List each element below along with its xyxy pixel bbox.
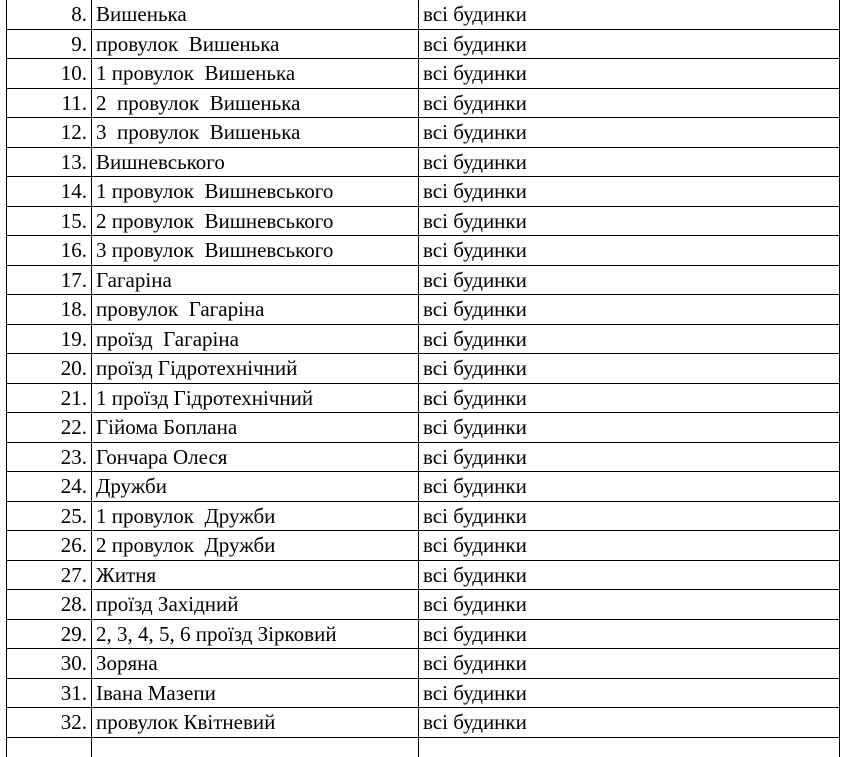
row-number-cell: 14. — [7, 177, 92, 207]
street-name-cell: 2, 3, 4, 5, 6 проїзд Зірковий — [92, 619, 419, 649]
street-name-cell: Житня — [92, 560, 419, 590]
street-name-cell: Гійома Боплана — [92, 413, 419, 443]
table-row — [7, 383, 840, 413]
row-number-cell: 23. — [7, 442, 92, 472]
row-number-cell: 16. — [7, 236, 92, 266]
row-number-cell: 15. — [7, 206, 92, 236]
table-row — [7, 29, 840, 59]
row-number-cell: 9. — [7, 29, 92, 59]
houses-cell: всі будинки — [419, 472, 840, 502]
houses-cell: всі будинки — [419, 560, 840, 590]
row-number-cell: 27. — [7, 560, 92, 590]
street-name-cell: Івана Мазепи — [92, 678, 419, 708]
houses-cell: всі будинки — [419, 590, 840, 620]
row-number-cell: 17. — [7, 265, 92, 295]
houses-cell: всі будинки — [419, 324, 840, 354]
streets-table-body — [7, 0, 840, 757]
row-number-cell: 20. — [7, 354, 92, 384]
table-row — [7, 0, 840, 29]
row-number-cell: 13. — [7, 147, 92, 177]
row-number-cell: 11. — [7, 88, 92, 118]
street-name-cell: 1 провулок Вишневського — [92, 177, 419, 207]
table-row-partial — [7, 737, 840, 757]
table-row — [7, 88, 840, 118]
street-name-cell: Зоряна — [92, 649, 419, 679]
table-row — [7, 590, 840, 620]
houses-cell: всі будинки — [419, 708, 840, 738]
houses-cell: всі будинки — [419, 88, 840, 118]
houses-cell: всі будинки — [419, 265, 840, 295]
streets-table — [6, 0, 840, 757]
houses-cell: всі будинки — [419, 619, 840, 649]
street-name-cell: проїзд Гагаріна — [92, 324, 419, 354]
houses-cell: всі будинки — [419, 59, 840, 89]
table-row — [7, 619, 840, 649]
table-row — [7, 265, 840, 295]
houses-cell: всі будинки — [419, 147, 840, 177]
houses-cell: всі будинки — [419, 29, 840, 59]
street-name-cell: 2 провулок Вишневського — [92, 206, 419, 236]
table-row — [7, 147, 840, 177]
street-name-cell: 3 провулок Вишневського — [92, 236, 419, 266]
street-name-cell: 1 проїзд Гідротехнічний — [92, 383, 419, 413]
empty-cell — [419, 737, 840, 757]
houses-cell: всі будинки — [419, 649, 840, 679]
row-number-cell: 24. — [7, 472, 92, 502]
table-row — [7, 177, 840, 207]
street-name-cell: 2 провулок Дружби — [92, 531, 419, 561]
table-row — [7, 354, 840, 384]
street-name-cell: 3 провулок Вишенька — [92, 118, 419, 148]
table-row — [7, 560, 840, 590]
row-number-cell: 19. — [7, 324, 92, 354]
row-number-cell: 12. — [7, 118, 92, 148]
row-number-cell: 10. — [7, 59, 92, 89]
row-number-cell: 28. — [7, 590, 92, 620]
houses-cell: всі будинки — [419, 383, 840, 413]
table-row — [7, 442, 840, 472]
table-row — [7, 324, 840, 354]
street-name-cell: проїзд Західний — [92, 590, 419, 620]
street-name-cell: проїзд Гідротехнічний — [92, 354, 419, 384]
table-row — [7, 206, 840, 236]
street-name-cell: 2 провулок Вишенька — [92, 88, 419, 118]
row-number-cell: 25. — [7, 501, 92, 531]
table-row — [7, 472, 840, 502]
row-number-cell: 29. — [7, 619, 92, 649]
table-row — [7, 649, 840, 679]
street-name-cell: Дружби — [92, 472, 419, 502]
row-number-cell: 8. — [7, 0, 92, 29]
houses-cell: всі будинки — [419, 678, 840, 708]
row-number-cell: 31. — [7, 678, 92, 708]
houses-cell: всі будинки — [419, 206, 840, 236]
houses-cell: всі будинки — [419, 531, 840, 561]
houses-cell: всі будинки — [419, 413, 840, 443]
street-name-cell: 1 провулок Дружби — [92, 501, 419, 531]
table-row — [7, 413, 840, 443]
table-row — [7, 678, 840, 708]
houses-cell: всі будинки — [419, 236, 840, 266]
row-number-cell: 32. — [7, 708, 92, 738]
table-row — [7, 501, 840, 531]
table-row — [7, 118, 840, 148]
table-row — [7, 236, 840, 266]
empty-cell — [92, 737, 419, 757]
row-number-cell: 21. — [7, 383, 92, 413]
row-number-cell: 30. — [7, 649, 92, 679]
street-name-cell: провулок Вишенька — [92, 29, 419, 59]
street-name-cell: Вишневського — [92, 147, 419, 177]
street-name-cell: Вишенька — [92, 0, 419, 29]
row-number-cell: 26. — [7, 531, 92, 561]
table-row — [7, 59, 840, 89]
row-number-cell: 18. — [7, 295, 92, 325]
empty-cell — [7, 737, 92, 757]
row-number-cell: 22. — [7, 413, 92, 443]
houses-cell: всі будинки — [419, 354, 840, 384]
street-name-cell: Гончара Олеся — [92, 442, 419, 472]
table-row — [7, 531, 840, 561]
table-row — [7, 708, 840, 738]
street-name-cell: 1 провулок Вишенька — [92, 59, 419, 89]
houses-cell: всі будинки — [419, 177, 840, 207]
houses-cell: всі будинки — [419, 501, 840, 531]
street-name-cell: провулок Гагаріна — [92, 295, 419, 325]
street-name-cell: Гагаріна — [92, 265, 419, 295]
houses-cell: всі будинки — [419, 442, 840, 472]
houses-cell: всі будинки — [419, 118, 840, 148]
table-row — [7, 295, 840, 325]
houses-cell: всі будинки — [419, 0, 840, 29]
houses-cell: всі будинки — [419, 295, 840, 325]
street-name-cell: провулок Квітневий — [92, 708, 419, 738]
